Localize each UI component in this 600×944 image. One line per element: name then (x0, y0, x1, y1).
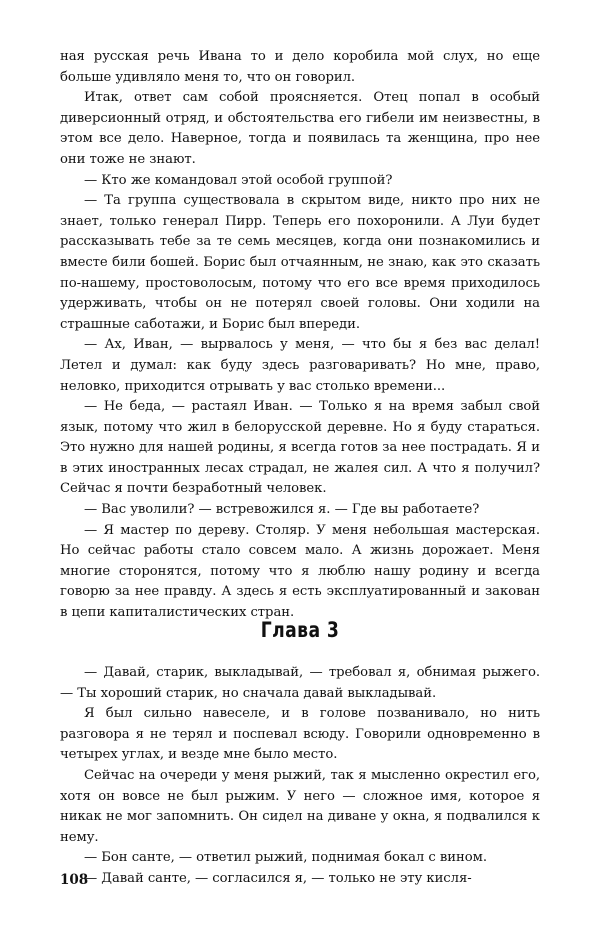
paragraph: — Давай, старик, выкладывай, — требовал я, обнимая рыжего. — Ты хороший старик, но сначала давай выкладывай. (60, 665, 540, 701)
paragraph: — Та группа существовала в скрытом виде, никто про них не знает, только генерал Пирр. Теперь его похоронили. А Луи будет рассказывать тебе за те семь месяцев, когда они познакомились и вместе били бошей. Борис был отчаянным, не знаю, как это сказать по-нашему, простоволосым, потому что его все время приходилось удерживать, чтобы он не потерял своей головы. Они ходили на страшные саботажи, и Борис был впереди. (60, 193, 540, 332)
paragraph: — Я мастер по дереву. Столяр. У меня небольшая мастерская. Но сейчас работы стало совсем мало. А жизнь дорожает. Меня многие сторонятся, потому что я люблю нашу родину и всегда говорю за нее правду. А здесь я есть эксплуатированный и закован в цепи капиталистических стран. (60, 522, 540, 621)
chapter-title: Глава 3 (260, 618, 340, 642)
paragraph: — Давай санте, — согласился я, — только не эту кисля- (84, 870, 472, 886)
paragraph: — Вас уволили? — встревожился я. — Где вы работаете? (84, 502, 480, 518)
text-block-top (60, 47, 540, 624)
paragraph: — Кто же командовал этой особой группой? (84, 172, 393, 188)
paragraph: — Не беда, — растаял Иван. — Только я на время забыл свой язык, потому что жил в белорусской деревне. Но я буду стараться. Это нужно для нашей родины, я всегда готов за нее пострадать. Я и в этих иностранных лесах страдал, не жалея сил. А что я получил? Сейчас я почти безработный человек. (60, 399, 540, 497)
paragraph: ная русская речь Ивана то и дело коробила мой слух, но еще больше удивляло меня то, что он говорил. (60, 49, 540, 85)
paragraph: Сейчас на очереди у меня рыжий, так я мысленно окрестил его, хотя он вовсе не был рыжим. У него — сложное имя, которое я никак не мог запомнить. Он сидел на диване у окна, я подвалился к нему. (60, 767, 540, 845)
paragraph: Итак, ответ сам собой проясняется. Отец попал в особый диверсионный отряд, и обстоятельства его гибели им неизвестны, в этом все дело. Наверное, тогда и появилась та женщина, про нее они тоже не знают. (60, 90, 540, 167)
paragraph: — Бон санте, — ответил рыжий, поднимая бокал с вином. (84, 850, 487, 866)
text-block-bottom (60, 663, 540, 890)
paragraph: Я был сильно навеселе, и в голове позванивало, но нить разговора я не терял и поспевал всюду. Говорили одновременно в четырех углах, и везде мне было место. (60, 706, 540, 763)
paragraph: — Ах, Иван, — вырвалось у меня, — что бы я без вас делал! Летел и думал: как буду здесь разговаривать? Но мне, право, неловко, приходится отрывать у вас столько времени... (60, 337, 540, 394)
page-number: 108 (60, 872, 89, 888)
